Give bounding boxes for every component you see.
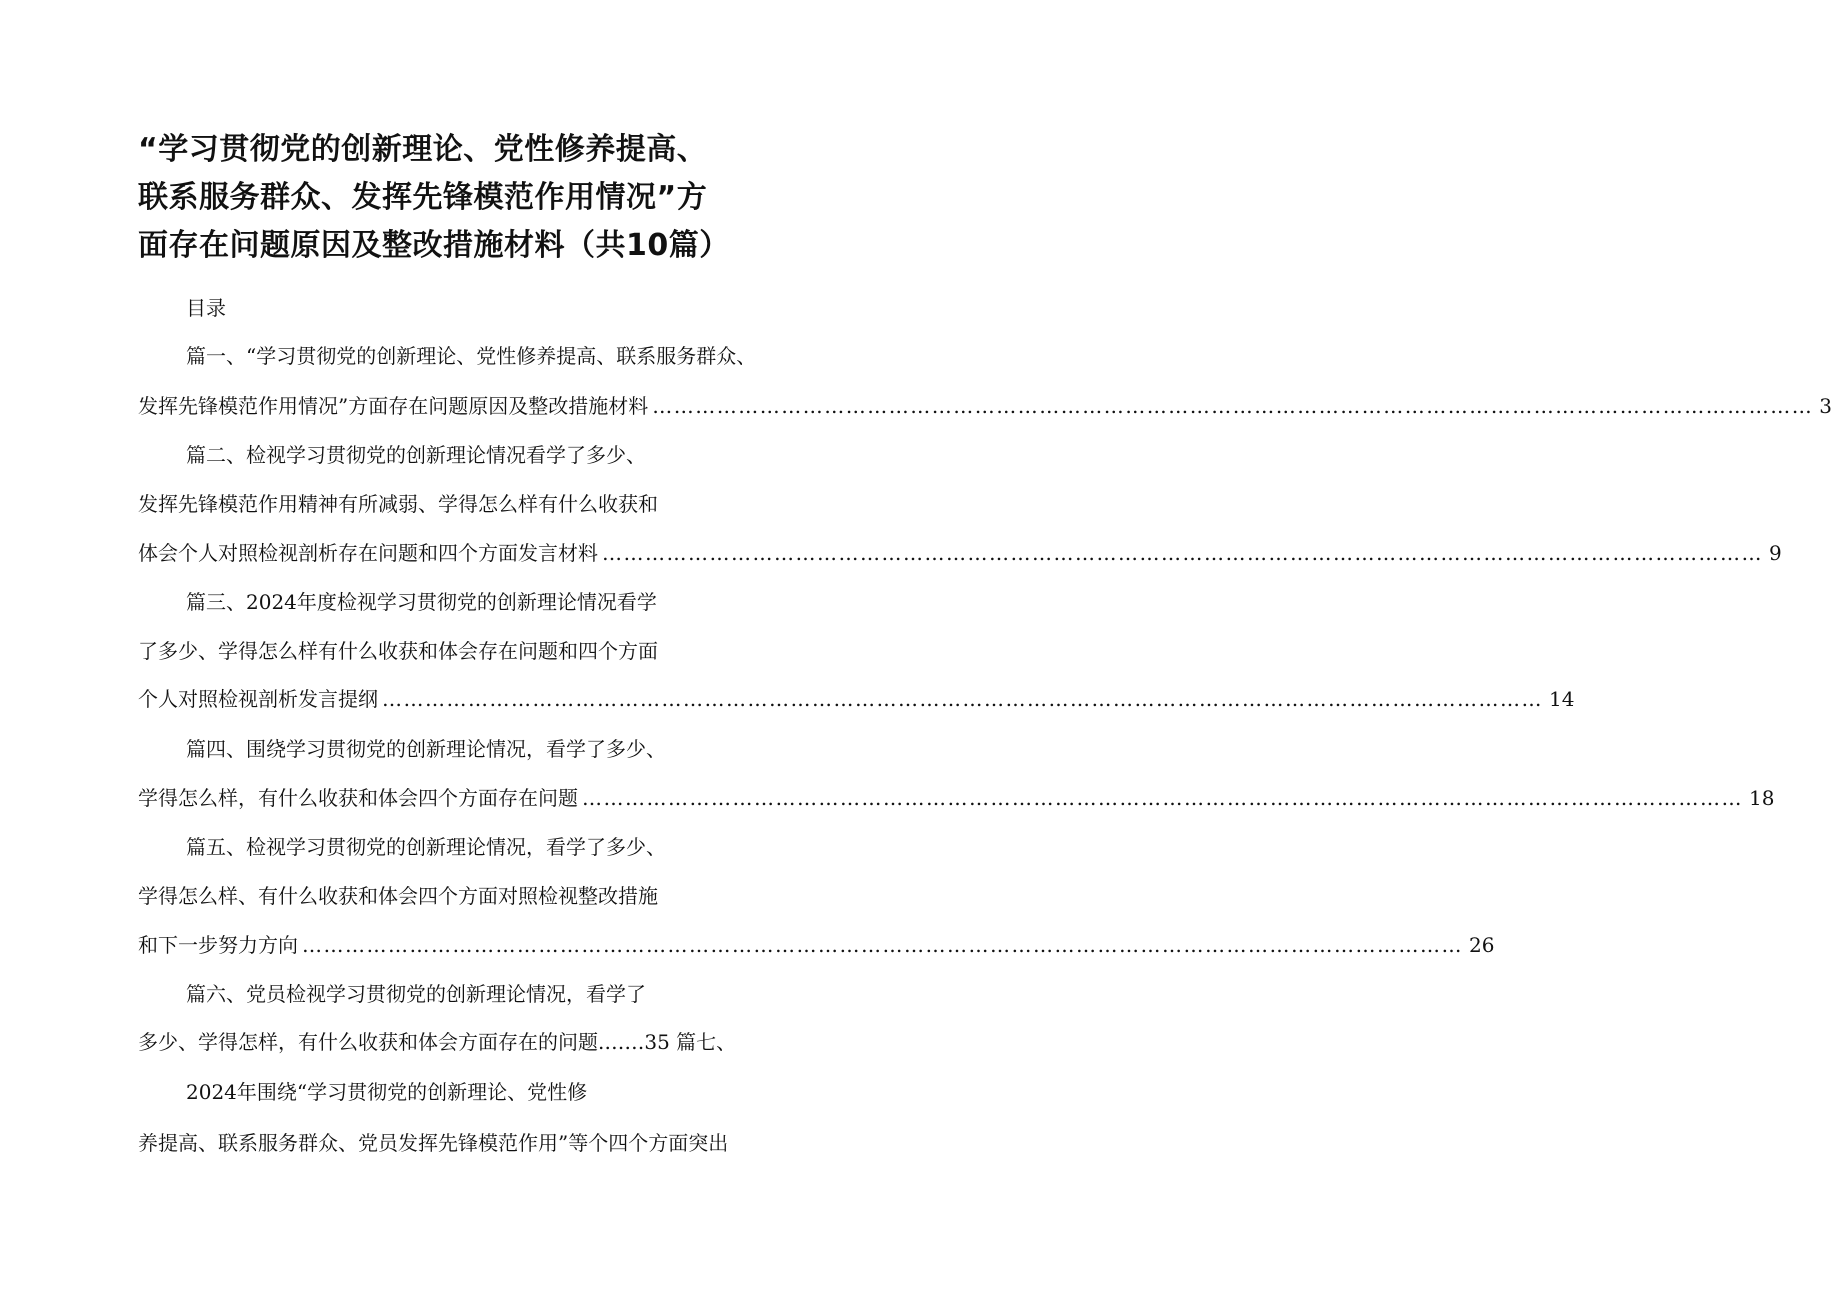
toc-entry-last-line[interactable] bbox=[138, 929, 1495, 961]
toc-entry-last-line[interactable] bbox=[138, 683, 1575, 715]
toc-entry-text: 体会个人对照检视剖析存在问题和四个方面发言材料 bbox=[138, 541, 598, 565]
toc-leader-dots: ……………………………………………………………………………………………………………………………………………… bbox=[582, 786, 1743, 810]
toc-entry-last-line[interactable] bbox=[138, 782, 1775, 814]
toc-page-number: 3 bbox=[1819, 394, 1832, 418]
toc-entry-text: 学得怎么样，有什么收获和体会四个方面存在问题 bbox=[138, 786, 578, 810]
title-line: 面存在问题原因及整改措施材料（共10篇） bbox=[138, 228, 730, 263]
title-line: 联系服务群众、发挥先锋模范作用情况”方 bbox=[138, 180, 708, 215]
toc-page-number: 18 bbox=[1749, 786, 1775, 810]
toc-entry-line: 篇四、围绕学习贯彻党的创新理论情况，看学了多少、 bbox=[186, 737, 666, 761]
title-line: “学习贯彻党的创新理论、党性修养提高、 bbox=[138, 132, 708, 167]
document-title bbox=[138, 126, 798, 270]
toc-entry-line: 学得怎么样、有什么收获和体会四个方面对照检视整改措施 bbox=[138, 884, 658, 908]
toc-entry-line: 篇五、检视学习贯彻党的创新理论情况，看学了多少、 bbox=[186, 835, 666, 859]
toc-entry-line: 养提高、联系服务群众、党员发挥先锋模范作用”等个四个方面突出 bbox=[138, 1131, 729, 1155]
toc-entry-last-line[interactable] bbox=[138, 390, 1832, 422]
toc-entry-line: 篇二、检视学习贯彻党的创新理论情况看学了多少、 bbox=[186, 443, 646, 467]
toc-entry-line: 篇三、2024年度检视学习贯彻党的创新理论情况看学 bbox=[186, 590, 657, 614]
toc-entry-line: 多少、学得怎样，有什么收获和体会方面存在的问题.……35 篇七、 bbox=[138, 1030, 737, 1054]
toc-leader-dots: ……………………………………………………………………………………………………………………………………………… bbox=[382, 687, 1543, 711]
toc-page-number: 26 bbox=[1469, 933, 1495, 957]
toc-heading: 目录 bbox=[186, 296, 226, 320]
toc-entry-line: 2024年围绕“学习贯彻党的创新理论、党性修 bbox=[186, 1080, 588, 1104]
toc-entry-line: 发挥先锋模范作用精神有所减弱、学得怎么样有什么收获和 bbox=[138, 492, 658, 516]
toc-entry-text: 个人对照检视剖析发言提纲 bbox=[138, 687, 378, 711]
toc-leader-dots: ……………………………………………………………………………………………………………………………………………… bbox=[652, 394, 1814, 418]
toc-entry-text: 和下一步努力方向 bbox=[138, 933, 298, 957]
toc-leader-dots: ……………………………………………………………………………………………………………………………………………… bbox=[302, 933, 1463, 957]
toc-page-number: 9 bbox=[1769, 541, 1782, 565]
toc-page-number: 14 bbox=[1549, 687, 1575, 711]
toc-entry-text: 发挥先锋模范作用情况”方面存在问题原因及整改措施材料 bbox=[138, 394, 649, 418]
toc-entry-last-line[interactable] bbox=[138, 537, 1782, 569]
toc-entry-line: 了多少、学得怎么样有什么收获和体会存在问题和四个方面 bbox=[138, 639, 658, 663]
toc-entry-line: 篇六、党员检视学习贯彻党的创新理论情况，看学了 bbox=[186, 982, 646, 1006]
toc-leader-dots: ……………………………………………………………………………………………………………………………………………… bbox=[602, 541, 1763, 565]
toc-entry-line: 篇一、“学习贯彻党的创新理论、党性修养提高、联系服务群众、 bbox=[186, 344, 757, 368]
